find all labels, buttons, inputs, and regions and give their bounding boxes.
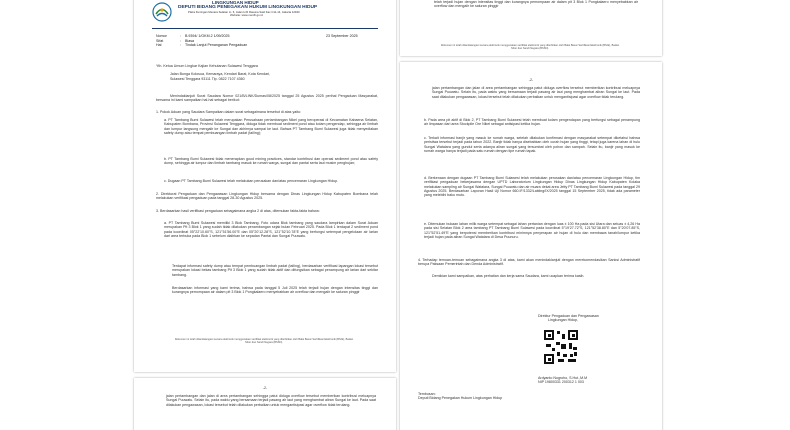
signature-title-1: Direktur Pengaduan dan Pengawasan (538, 314, 599, 318)
cc-item: Deputi Bidang Penegakan Hukum Lingkungan Hidup (418, 396, 503, 401)
letterhead-address: Plaza Kuningan Menara Selatan Lt. 6, Jalan H.R Rasuna Said Kav C11-14, Jakarta 12940 (188, 9, 300, 14)
page-3-number: -2- (528, 78, 534, 82)
item-3: 3. Berdasarkan hasil verifikasi pengaduan sebagaimana angka 2 di atas, ditemukan fakta-fakta bahwa: (156, 209, 320, 213)
page-4-paragraph-1: jalan pertambangan dan jalan di area pertambangan sehingga patut diduga overflow tersebut memberikan kontribusi meluapnya Sungai Puuwatu. Selain itu, pada waktu yang bersamaan terjadi pasang air laut yang menghambat aliran Sungai ke laut. Pada saat dilakukan pengawasan, lokasi tersebut telah dilakukan perbaikan untuk mengantisipasi agar overflow tidak terulang. (166, 394, 376, 407)
qr-code-icon (544, 330, 578, 364)
letterhead-line-2: DEPUTI BIDANG PENEGAKAN HUKUM LINGKUNGAN HIDUP (178, 5, 318, 11)
signature-block (538, 314, 648, 323)
item-2: 2. Direktorat Pengaduan dan Pengawasan Lingkungan Hidup bersama dengan Dinas Lingkungan Hidup Kabupaten Bombana telah melakukan verifikasi pengaduan pada tanggal 28-30 Agustus 2025. (156, 192, 378, 201)
recipient-line-2: Sulawesi Tenggara 93111 Tlp. 0822 7107 4360 (170, 76, 245, 81)
page-3-item-e: e. Ditemukan bukaan lahan milik warga setempat sebagai lahan pertanian dengan luas ± 100 Ha pada sisi Utara dan seluas ± 4,26 Ha pada sisi Selatan Blok 2 area tambang PT Tambang Bumi Sulawesi pada koordinat 5°19'27.72"S, 121°52'38.80"E dan 5°20'07.85"S, 121°52'51.49"E yang berpotensi memberikan kontribusi minimnya penyerapan air hujan di hulu dan membawa tanah/lumpur ketika terjadi hujan pada aliran Sungai Watalara di Desa Puunuru. (424, 222, 640, 239)
letter-page-3 (400, 62, 662, 430)
recipient-line-0: Yth. Ketua Umum Lingkar Kajian Kehutanan Sulawesi Tenggara (156, 64, 258, 68)
letterhead-line-1: LINGKUNGAN HIDUP (212, 0, 259, 5)
nomor-label: Nomor (156, 34, 167, 38)
page-3-item-4: 4. Terhadap temuan-temuan sebagaimana angka 3 di atas, kami akan menindaklanjuti dengan merekomendasikan Sanksi Administratif berupa Paksaan Pemerintah dan Denda Administratif. (418, 258, 640, 267)
page-2-footer: Dokumen ini telah ditandatangani secara elektronik menggunakan sertifikat elektronik yang diterbitkan oleh Balai Besar Sertifikasi Elektronik (BSrE), Badan Siber dan Sandi Negara (BSSN). (440, 44, 620, 51)
letter-date: 23 September 2025 (326, 34, 358, 38)
page-3-item-d: d. Berkenaan dengan dugaan PT Tambang Bumi Sulawesi telah melakukan perusakan dan/atau pencemaran Lingkungan Hidup, tim verifikasi pengaduan bekerjasama dengan UPTD Laboratorium Lingkungan Hidup Dinas Lingkungan Hidup Kabupaten Kolaka melakukan sampling air Sungai Watalara, Sungai Puuwatu dan air muara dekat area Jetty PT Tambang Bumi Sulawesi pada tanggal 29 Agustus 2025. Berdasarkan Laporan Hasil Uji Nomor 660.IF/1332/Labling/IX/2025 tanggal 15 September 2025, tidak ada parameter yang melebihi baku mutu. (424, 176, 640, 198)
item-3a: a. PT Tambang Bumi Sulawesi memiliki 3 Blok Tambang. Foto udara Blok tambang yang saudara lampirkan dalam Surat Aduan merupakan Pit 3 Blok 1 yang sudah tidak dilakukan penambangan sejak bulan Februari 2025. Pada Blok 1 terdapat 2 sediment pond pada koordinat 05°22'10.60"S, 121°51'56.00"E dan 05°20'12.28"S, 121°52'10.78"E yang berfungsi setempat pengelolaan air larian dari area terbuka pada Blok 1 sebelum dialirkan ke sepadan Pantai dan Sungai Puuwatu. (164, 221, 378, 238)
signatory-nip: NIP 19800331 200312 1 003 (538, 380, 584, 385)
signatory (538, 376, 658, 385)
hal-value: Tindak Lanjut Penanganan Pengaduan (185, 43, 248, 48)
hal-label: Hal (156, 43, 162, 48)
signatory-name: Ardyanto Nugroho, S.Hut.,M.M (538, 376, 588, 380)
letter-meta: Nomor : B.9394/ 1/GKM.2 1/09/2025 23 September 2025 Sifat : Biasa Hal : Tindak Lanjut Penanganan Pengaduan (156, 34, 376, 48)
page-1-footer: Dokumen ini telah ditandatangani secara elektronik menggunakan sertifikat elektronik yang diterbitkan oleh Balai Besar Sertifikasi Elektronik (BSrE), Badan Siber dan Sandi Negara (BSSN). (174, 338, 354, 345)
letter-page-2 (400, 0, 662, 56)
letterhead-rule (152, 28, 378, 29)
page-2-text: telah terjadi hujan dengan intensitas tinggi dan kurangnya pemompaan air dalam pit 3 Blok 1 Pongkalaero menyebabkan air overflow dan mengalir ke saluran pinggir (434, 0, 638, 9)
recipient-block (156, 64, 376, 81)
sifat-value: Biasa (185, 38, 194, 43)
page-3-item-c: c. Terkait informasi banjir yang masuk ke rumah warga, setelah dilakukan konfirmasi dengan masyarakat setempat diketahui bahwa peristiwa tersebut terjadi pada tahun 2022. Banjir tidak hanya disebabkan oleh curah hujan yang tinggi, tetapi juga karena lahan di hulu Sungai Watalara yang gundul serta adanya aliran sungai yang tersumbat oleh pohon dan sampah. Selain itu, banjir yang masuk ke rumah warga hanya terjadi pada satu rumah dengan tipe rumah tapak. (424, 136, 640, 153)
page-3-item-b: b. Pada area pit aktif di Blok 2, PT Tambang Bumi Sulawesi telah membuat kolam pengendapan yang berfungsi sebagai penampung air limpasan dari area Stockpile Ore Nikel sebagai antisipasi ketika hujan. (424, 118, 640, 127)
item-1b: b. PT Tambang Bumi Sulawesi tidak menerapkan good mining practices, standar kontribusi dan operasi sediment pond atau safety dump, sehingga air lumpur dan limbah tambang masuk ke rumah warga, sungai dan pantai serta laut musim penghujan; (164, 157, 378, 166)
letterhead-website: Website: www.menlh.go.id (230, 13, 263, 18)
ministry-logo-icon (152, 2, 172, 22)
cc-block (418, 392, 618, 401)
page-4-number: -2- (262, 386, 268, 390)
closing-paragraph: Demikian kami sampaikan, atas perhatian dan kerja sama Saudara, kami ucapkan terima kasih. (432, 274, 585, 278)
cc-label: Tembusan: (418, 392, 436, 396)
signature-title-2: Lingkungan Hidup, (548, 318, 578, 323)
sifat-label: Sifat (156, 38, 164, 43)
item-1a: a. PT Tambang Bumi Sulawesi telah merupakan Perusahaan pertambangan Nikel yang beroperasi di Kecamatan Kabaena Selatan, Kabupaten Bombana, Provinsi Sulawesi Tenggara, diduga tidak membuat sediment pond atau kolam pengendap, sehingga air limbah dan lumpur langsung mengalir ke Sungai dan akhirnya sampai ke laut. Bahwa PT Tambang Bumi Sulawesi juga tidak menyediakan safety dump atau tempat pembuangan limbah padat (tailing); (164, 118, 378, 135)
item-1c: c. Dugaan PT Tambang Bumi Sulawesi telah melakukan perusakan dan/atau pencemaran Lingkungan Hidup. (164, 179, 339, 183)
item-3a-continued: Terdapat informasi safety dump atau tempat pembuangan limbah padat (tailing), berdasarkan verifikasi lapangan lokasi tersebut merupakan lokasi bekas tambang Pit 3 Blok 1 yang sudah tidak aktif dan difungsikan sebagai penampung air larian dari sekitar tambang. (172, 264, 378, 277)
item-3a-continued-2: Berdasarkan informasi yang kami terima, bahwa pada tanggal 5 Juli 2025 telah terjadi hujan dengan intensitas tinggi dan kurangnya pemompaan air dalam pit 3 Blok 1 Pongkalaero menyebabkan air overflow dan mengalir ke saluran pinggir (172, 286, 378, 295)
page-3-paragraph-1: jalan pertambangan dan jalan di area pertambangan sehingga patut diduga overflow tersebut memberikan kontribusi meluapnya Sungai Puuwatu. Selain itu, pada waktu yang bersamaan terjadi pasang air laut yang menghambat aliran Sungai ke laut. Pada saat dilakukan pengawasan, lokasi tersebut telah dilakukan perbaikan untuk mengantisipasi agar overflow tidak terulang. (432, 86, 640, 99)
letterhead (178, 0, 378, 18)
letter-page-4 (134, 378, 396, 430)
letter-page-1 (134, 0, 396, 372)
intro-paragraph: Menindaklanjuti Surat Saudara Nomor 021/B/LINK/Dumas/08/2025 tanggal 25 Agustus 2025 perihal Pengaduan Masyarakat, bersama ini kami sampaikan hal-hal sebagai berikut: (156, 94, 378, 103)
recipient-line-1: Jalan Bunga Kolosua, Kemaraya, Kendari Barat, Kota Kendari, (170, 72, 271, 77)
nomor-value: B.9394/ 1/GKM.2 1/09/2025 (185, 34, 230, 38)
item-1: 1. Pokok Aduan yang Saudara Sampaikan dalam surat sebagaimana tersebut di atas yaitu: (156, 110, 302, 114)
